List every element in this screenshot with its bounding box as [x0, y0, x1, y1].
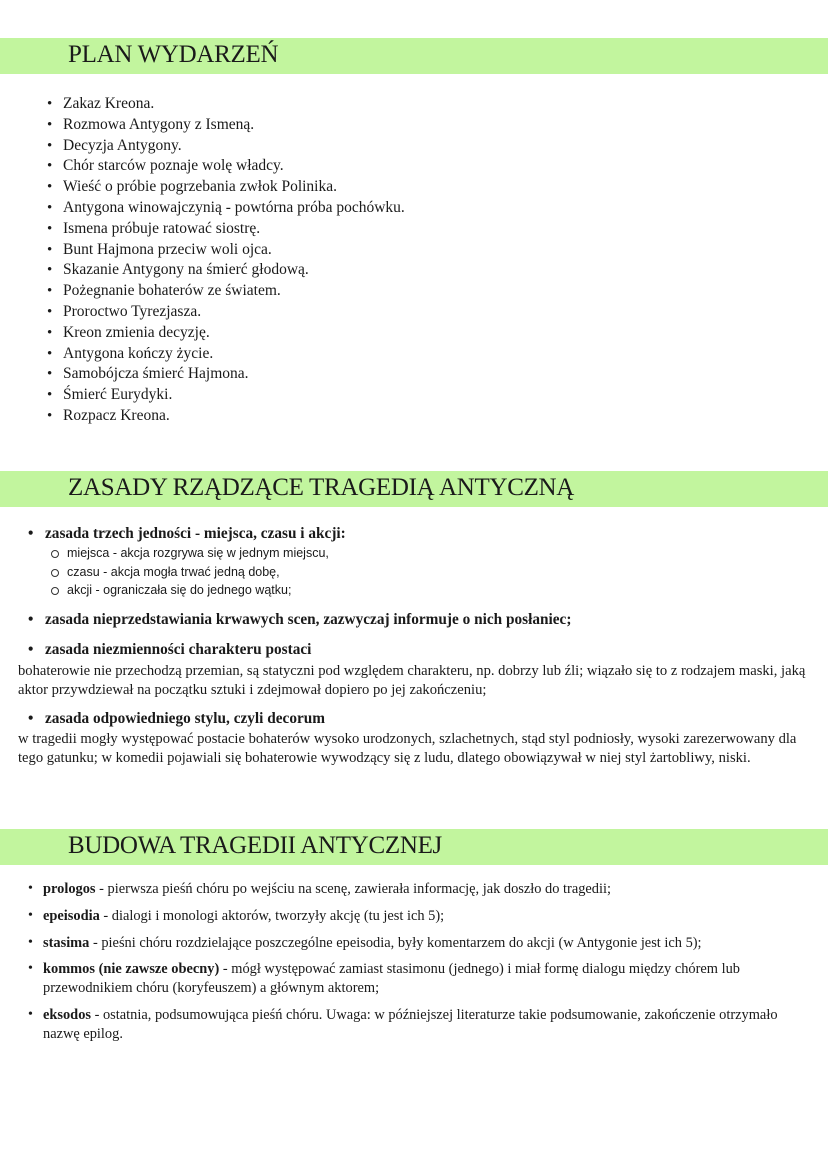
- term: eksodos: [43, 1006, 91, 1023]
- term: stasima: [43, 934, 90, 951]
- rule-heading-character: • zasada niezmienności charakteru postaci: [28, 641, 311, 659]
- rule-heading-no-bloody-scenes: • zasada nieprzedstawiania krwawych scen, zazwyczaj informuje o nich posłaniec;: [28, 611, 571, 629]
- section-band-structure: [0, 829, 828, 865]
- rule-text-character: bohaterowie nie przechodzą przemian, są statyczni pod względem charakteru, np. dobrzy lub źli; wiązało się to z rodzajem maski, jaką aktor przywdziewał na początku sztuki i zdejmował dopiero po jej zakończeniu;: [18, 663, 806, 698]
- term-description: - pieśni chóru rozdzielające poszczególne epeisodia, były komentarzem do akcji (w Antygonie jest ich 5);: [89, 934, 702, 951]
- plan-list: [47, 94, 405, 427]
- list-item: • Antygona winowajczynią - powtórna próba pochówku.: [47, 198, 405, 219]
- term: epeisodia: [43, 907, 100, 924]
- list-item: • Śmierć Eurydyki.: [47, 385, 405, 406]
- rule-heading-unities: • zasada trzech jedności - miejsca, czasu i akcji:: [28, 525, 346, 543]
- list-item: • Wieść o próbie pogrzebania zwłok Polinika.: [47, 177, 405, 198]
- section-title-rules: ZASADY RZĄDZĄCE TRAGEDIĄ ANTYCZNĄ: [68, 474, 575, 501]
- sublist-item: czasu - akcja mogła trwać jedną dobę,: [49, 563, 329, 582]
- term-description: - pierwsza pieśń chóru po wejściu na scenę, zawierała informację, jak doszło do tragedii;: [95, 881, 611, 897]
- sublist-item: akcji - ograniczała się do jednego wątku;: [49, 581, 329, 600]
- list-item: • Samobójcza śmierć Hajmona.: [47, 364, 405, 385]
- list-item: • Antygona kończy życie.: [47, 344, 405, 365]
- list-item: • Pożegnanie bohaterów ze światem.: [47, 281, 405, 302]
- list-item: [28, 880, 808, 899]
- list-item: • Decyzja Antygony.: [47, 136, 405, 157]
- list-item: • Zakaz Kreona.: [47, 94, 405, 115]
- list-item: • Chór starców poznaje wolę władcy.: [47, 156, 405, 177]
- section-title-structure: BUDOWA TRAGEDII ANTYCZNEJ: [68, 832, 442, 859]
- term-description: - dialogi i monologi aktorów, tworzyły akcję (tu jest ich 5);: [99, 907, 445, 924]
- list-item: • Ismena próbuje ratować siostrę.: [47, 219, 405, 240]
- rule-heading-decorum: • zasada odpowiedniego stylu, czyli decorum: [28, 710, 325, 728]
- term-description: - ostatnia, podsumowująca pieśń chóru. Uwaga: w późniejszej literaturze takie podsumowanie, zakończenie otrzymało nazwę epilog.: [43, 1006, 778, 1042]
- rule-text-decorum: w tragedii mogły występować postacie bohaterów wysoko urodzonych, szlachetnych, stąd styl podniosły, wysoki zarezerwowany dla tego gatunku; w komedii pojawiali się bohaterowie wywodzący się z ludu, dlatego obowiązywał w niej styl żartobliwy, niski.: [18, 731, 797, 766]
- list-item: • Bunt Hajmona przeciw woli ojca.: [47, 240, 405, 261]
- structure-list: [28, 880, 808, 1052]
- list-item: [28, 907, 808, 926]
- term-description: - mógł występować zamiast stasimonu (jednego) i miał formę dialogu między chórem lub przewodnikiem chóru (koryfeuszem) a głównym aktorem;: [43, 961, 740, 997]
- list-item: • Rozpacz Kreona.: [47, 406, 405, 427]
- list-item: [28, 1006, 808, 1044]
- list-item: • Proroctwo Tyrezjasza.: [47, 302, 405, 323]
- section-band-plan: [0, 38, 828, 74]
- list-item: • Skazanie Antygony na śmierć głodową.: [47, 260, 405, 281]
- term: prologos: [43, 881, 96, 897]
- sublist-item: miejsca - akcja rozgrywa się w jednym miejscu,: [49, 544, 329, 563]
- term: kommos (nie zawsze obecny): [43, 961, 220, 978]
- list-item: • Rozmowa Antygony z Ismeną.: [47, 115, 405, 136]
- section-title-plan: PLAN WYDARZEŃ: [68, 41, 279, 68]
- list-item: [28, 934, 808, 953]
- unities-sublist: [49, 544, 329, 600]
- list-item: [28, 960, 808, 998]
- section-band-rules: [0, 471, 828, 507]
- list-item: • Kreon zmienia decyzję.: [47, 323, 405, 344]
